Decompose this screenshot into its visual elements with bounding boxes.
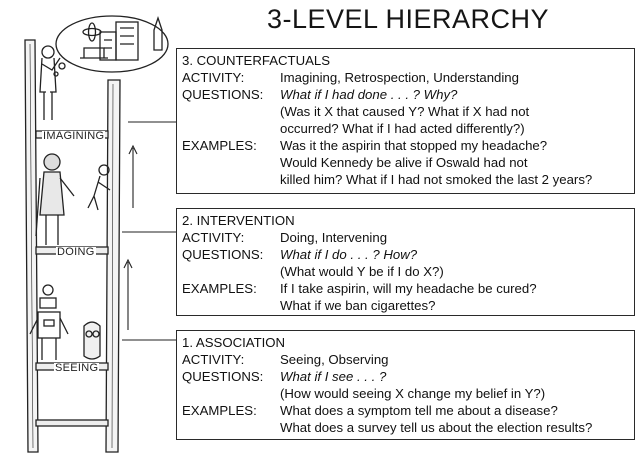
question-text: What if I see . . . ? [280,369,387,384]
ladder-illustration [0,0,176,455]
questions-label: QUESTIONS: [182,369,264,384]
examples-label: EXAMPLES: [182,281,257,296]
question-note: (How would seeing X change my belief in Y?) [280,386,546,401]
page-title: 3-LEVEL HIERARCHY [266,4,550,34]
activity-value: Doing, Intervening [280,230,388,245]
owl-figure [84,322,100,359]
rung-label-imagining: IMAGINING [43,130,105,142]
level-arrows [122,122,176,340]
rung-label-doing: DOING [57,246,95,258]
level-box-intervention [176,208,635,316]
questions-label: QUESTIONS: [182,247,264,262]
question-note: (Was it X that caused Y? What if X had not [280,104,530,119]
example-text: If I take aspirin, will my headache be cured? [280,281,537,296]
level-heading: 1. ASSOCIATION [182,335,286,350]
examples-label: EXAMPLES: [182,138,257,153]
activity-label: ACTIVITY: [182,230,245,245]
rung-label-seeing: SEEING [55,362,99,374]
activity-label: ACTIVITY: [182,70,245,85]
activity-label: ACTIVITY: [182,352,245,367]
caveman-figure [36,154,74,245]
example-text: What does a survey tell us about the election results? [280,420,593,435]
thought-bubble-icon [54,16,168,76]
activity-value: Seeing, Observing [280,352,389,367]
example-text: Would Kennedy be alive if Oswald had not [280,155,528,170]
questions-label: QUESTIONS: [182,87,264,102]
question-text: What if I had done . . . ? Why? [280,87,458,102]
example-text: killed him? What if I had not smoked the last 2 years? [280,172,593,187]
level-heading: 2. INTERVENTION [182,213,295,228]
example-text: What if we ban cigarettes? [280,298,436,313]
question-text: What if I do . . . ? How? [280,247,418,262]
level-heading: 3. COUNTERFACTUALS [182,53,331,68]
examples-label: EXAMPLES: [182,403,257,418]
level-box-counterfactuals [176,48,635,194]
question-note: occurred? What if I had acted differently?) [280,121,525,136]
example-text: Was it the aspirin that stopped my headache? [280,138,548,153]
question-note: (What would Y be if I do X?) [280,264,444,279]
activity-value: Imagining, Retrospection, Understanding [280,70,519,85]
level-box-association [176,330,635,440]
thinker-figure [40,46,60,120]
example-text: What does a symptom tell me about a disease? [280,403,558,418]
